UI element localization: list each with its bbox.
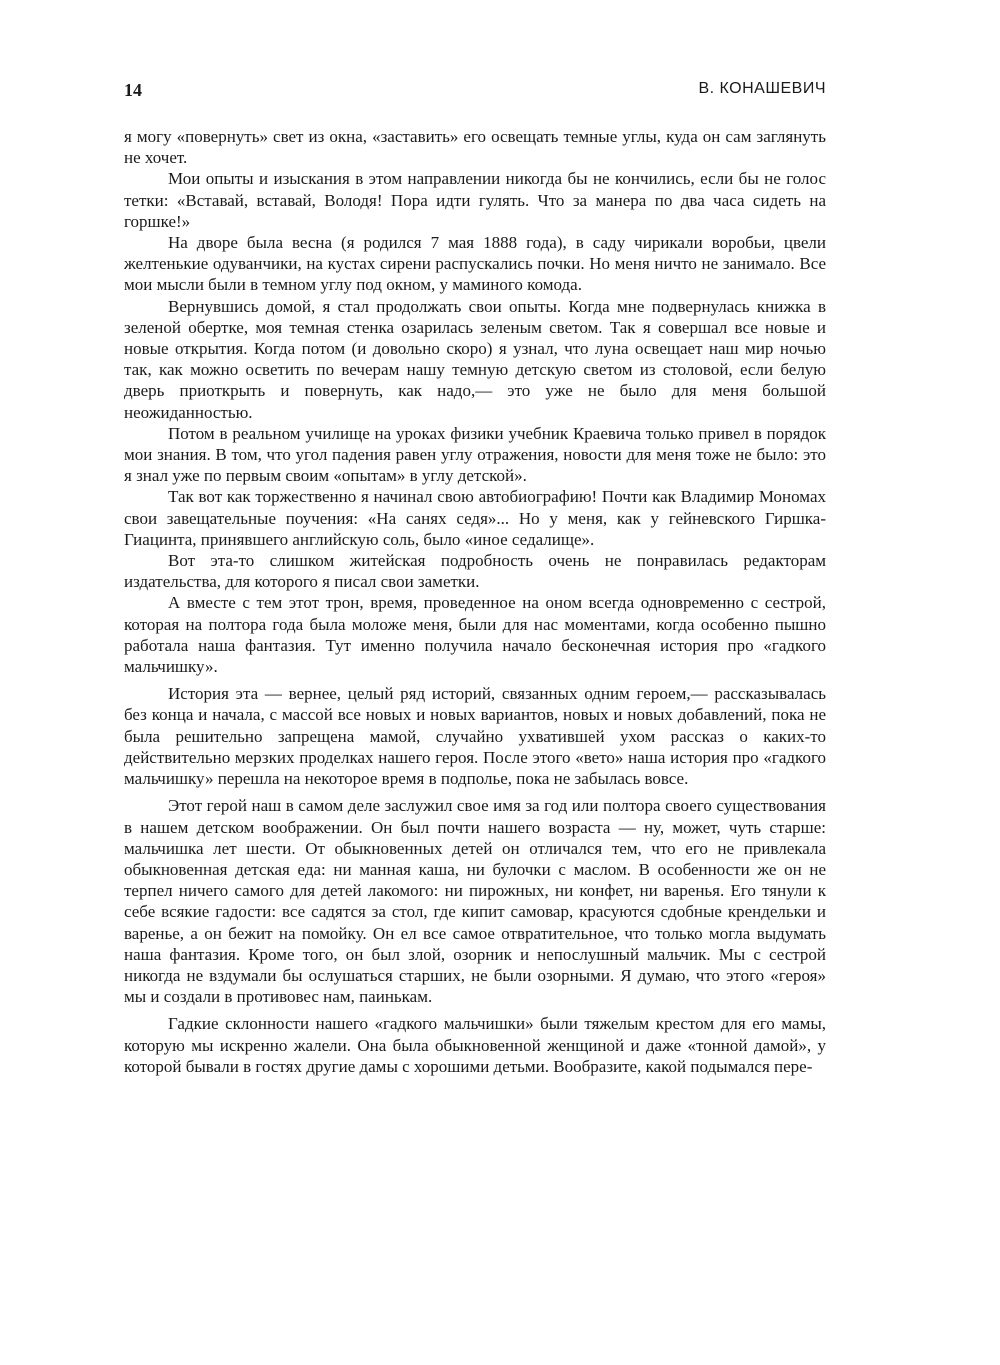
body-text [124,126,826,1077]
paragraph: А вместе с тем этот трон, время, проведенное на оном всегда одновременно с сестрой, которая на полтора года была моложе меня, были для нас моментами, когда особенно пышно работала наша фантазия. Тут именно получила начало бесконечная история про «гадкого мальчишку». [124,593,826,677]
paragraph: Гадкие склонности нашего «гадкого мальчишки» были тяжелым крестом для его мамы, которую мы искренно жалели. Она была обыкновенной женщиной и даже «тонной дамой», у которой бывали в гостях другие дамы с хорошими детьми. Вообразите, какой подымался пере- [124,1014,826,1076]
running-head-author: В. КОНАШЕВИЧ [698,80,826,97]
paragraph: История эта — вернее, целый ряд историй, связанных одним героем,— рассказывалась без конца и начала, с массой все новых и новых вариантов, новых и новых добавлений, пока не была решительно запрещена мамой, случайно ухватившей ухом рассказ о каких-то действительно мерзких проделках нашего героя. После этого «вето» наша история про «гадкого мальчишку» перешла на некоторое время в подполье, пока не забылась вовсе. [124,684,826,789]
paragraph: Вернувшись домой, я стал продолжать свои опыты. Когда мне подвернулась книжка в зеленой обертке, моя темная стенка озарилась зеленым светом. Так я совершал все новые и новые открытия. Когда потом (и довольно скоро) я узнал, что луна освещает наш мир ночью так, как можно осветить по вечерам нашу темную детскую светом из столовой, если белую дверь приоткрыть и повернуть, как надо,— это уже не было для меня большой неожиданностью. [124,296,826,422]
page-number: 14 [124,80,142,100]
paragraph: Вот эта-то слишком житейская подробность очень не понравилась редакторам издательства, для которого я писал свои заметки. [124,551,826,592]
paragraph: Так вот как торжественно я начинал свою автобиографию! Почти как Владимир Мономах свои завещательные поучения: «На санях седя»... Но у меня, как у гейневского Гиршка-Гиацинта, принявшего английскую соль, было «иное седалище». [124,487,826,549]
paragraph: Мои опыты и изыскания в этом направлении никогда бы не кончились, если бы не голос тетки: «Вставай, вставай, Володя! Пора идти гулять. Что за манера по два часа сидеть на горшке!» [124,169,826,231]
paragraph: На дворе была весна (я родился 7 мая 1888 года), в саду чирикали воробьи, цвели желтенькие одуванчики, на кустах сирени распускались почки. Но меня ничто не занимало. Все мои мысли были в темном углу под окном, у маминого комода. [124,233,826,295]
paragraph-continued: я могу «повернуть» свет из окна, «заставить» его освещать темные углы, куда он сам заглянуть не хочет. [124,127,826,168]
paragraph: Этот герой наш в самом деле заслужил свое имя за год или полтора своего существования в нашем детском воображении. Он был почти нашего возраста — ну, может, чуть старше: мальчишка лет шести. От обыкновенных детей он отличался тем, что его не привлекала обыкновенная детская еда: ни манная каша, ни булочки с маслом. В особенности же он не терпел ничего самого для детей лакомого: ни пирожных, ни конфет, ни варенья. Его тянули к себе всякие гадости: все садятся за стол, где кипит самовар, красуются сдобные крендельки и варенье, а он бежит на помойку. Он ел все самое отвратительное, что только могла выдумать наша фантазия. Кроме того, он был злой, озорник и непослушный мальчик. Мы с сестрой никогда не вздумали бы ослушаться старших, не были озорными. Я думаю, что этого «героя» мы и создали в противовес нам, паинькам. [124,796,826,1007]
paragraph: Потом в реальном училище на уроках физики учебник Краевича только привел в порядок мои знания. В том, что угол падения равен углу отражения, новости для меня тоже не было: это я знал уже по первым своим «опытам» в углу детской». [124,423,826,486]
page-header [124,80,826,106]
